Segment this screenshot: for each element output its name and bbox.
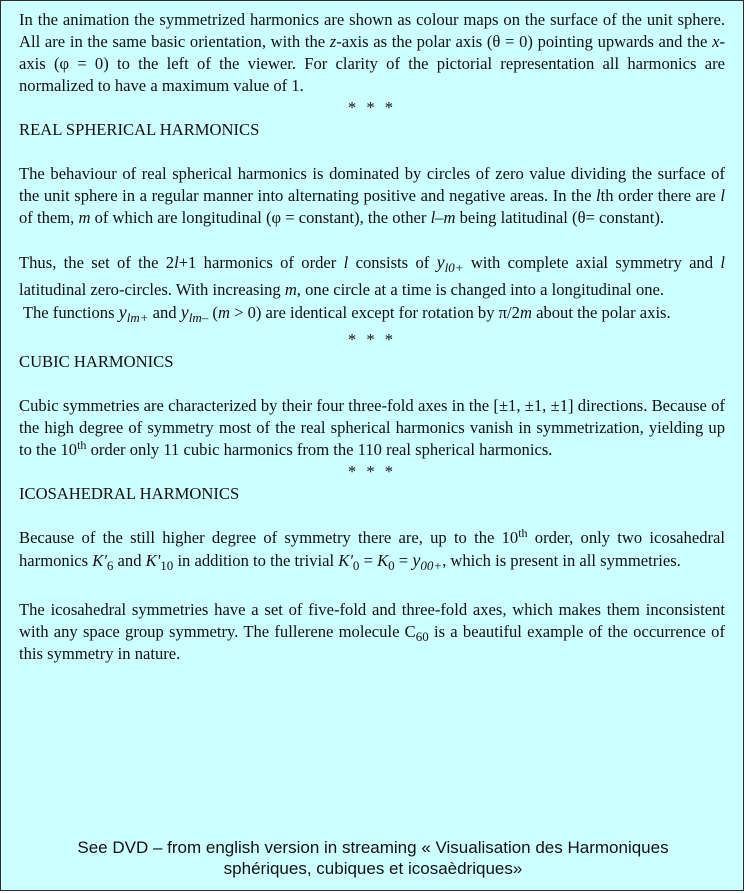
text: l — [343, 253, 349, 272]
text: consists of — [348, 253, 437, 272]
text: -axis as the polar axis (θ = 0) pointing upwards and the — [336, 32, 713, 51]
text: = — [359, 551, 378, 570]
subscript: 10 — [160, 558, 174, 573]
text: In the animation the symmetrized harmonics are shown as colour maps on the surface of the unit sphere. All are in the same basic orientation, with the — [19, 10, 725, 51]
text: l — [596, 186, 601, 205]
text: y — [118, 302, 127, 322]
text: l — [720, 186, 725, 205]
subscript: 6 — [106, 558, 114, 573]
dvd-note-line-1: See DVD – from english version in streaming « Visualisation des Harmoniques — [77, 838, 669, 857]
text: latitudinal zero-circles. With increasing — [19, 280, 285, 299]
text: m — [78, 208, 91, 227]
article-body — [19, 9, 725, 665]
section-heading-cubic: CUBIC HARMONICS — [19, 352, 174, 371]
subscript: lm+ — [126, 310, 149, 325]
superscript: th — [518, 526, 528, 540]
text: y — [436, 252, 445, 272]
text: The behaviour of real spherical harmonics is dominated by circles of zero value dividing the surface of the unit sphere in a regular manner into alternating positive and negative areas. In the — [19, 164, 725, 205]
section-heading-icosahedral: ICOSAHEDRAL HARMONICS — [19, 484, 240, 503]
superscript: th — [77, 438, 87, 452]
subscript: lm– — [188, 310, 209, 325]
text: , one circle at a time is changed into a longitudinal one. — [296, 280, 665, 299]
subscript: 0 — [388, 558, 395, 573]
y-function — [412, 550, 443, 573]
text: order, only two icosahedral harmonics — [19, 528, 725, 570]
subscript: l0+ — [444, 260, 464, 275]
dvd-note — [1, 837, 745, 879]
text: in addition to the trivial — [173, 551, 339, 570]
text: being latitudinal (θ= constant). — [455, 208, 665, 227]
text: th order there are — [600, 186, 721, 205]
text: m — [519, 303, 532, 322]
text: Cubic symmetries are characterized by their four three-fold axes in the [±1, ±1, ±1] directions. Because of the high degree of symmetry most of the real spherical harmonics vanish in symmetrization, yielding up to the 10 — [19, 396, 725, 459]
text: K — [377, 551, 389, 570]
text: z — [329, 32, 337, 51]
text: of them, — [19, 208, 79, 227]
subscript: 0 — [352, 558, 360, 573]
text: is a beautiful example of the occurrence of this symmetry in nature. — [19, 622, 725, 663]
text: K' — [145, 551, 161, 570]
intro-paragraph — [19, 9, 725, 97]
text: K' — [338, 551, 353, 570]
subscript: 60 — [415, 629, 429, 644]
text: Because of the still higher degree of symmetry there are, up to the 10 — [19, 528, 519, 547]
text: y — [180, 302, 189, 322]
text: , which is present in all symmetries. — [442, 551, 681, 570]
text: l — [174, 253, 179, 272]
text: l–m — [430, 208, 456, 227]
text: order only 11 cubic harmonics from the 110 real spherical harmonics. — [86, 440, 553, 459]
text: m — [217, 303, 230, 322]
text: y — [412, 550, 421, 570]
section-heading-real: REAL SPHERICAL HARMONICS — [19, 120, 260, 139]
text: l — [720, 253, 725, 272]
icosahedral-paragraph-2 — [19, 599, 725, 665]
y-function — [118, 302, 149, 325]
text: -axis (φ = 0) to the left of the viewer. For clarity of the pictorial representation all harmonics are normalized to have a maximum value of 1. — [19, 32, 725, 95]
text: K' — [92, 551, 107, 570]
text: m — [284, 280, 297, 299]
subscript: 00+ — [420, 558, 443, 573]
text: > 0) are identical except for rotation by π/2 — [229, 303, 520, 322]
text: +1 harmonics of order — [178, 253, 344, 272]
text: with complete axial symmetry and — [463, 253, 721, 272]
y-function — [436, 252, 464, 275]
text: ( — [208, 303, 218, 322]
y-function — [180, 302, 209, 325]
dvd-note-line-2: sphériques, cubiques et icosaèdriques» — [223, 859, 523, 878]
text: The icosahedral symmetries have a set of five-fold and three-fold axes, which makes them inconsistent with any space group symmetry. The fullerene molecule C — [19, 600, 725, 641]
separator: * * * — [347, 330, 397, 349]
icosahedral-paragraph-1 — [19, 527, 725, 577]
text: and — [113, 551, 146, 570]
separator: * * * — [347, 98, 397, 117]
separator: * * * — [347, 462, 397, 481]
text: = — [394, 551, 413, 570]
text: x — [712, 32, 720, 51]
text: Thus, the set of the 2 — [19, 253, 175, 272]
text: The functions — [19, 303, 119, 322]
real-paragraph-2 — [19, 251, 725, 329]
real-paragraph-1 — [19, 163, 725, 229]
cubic-paragraph — [19, 395, 725, 461]
text: of which are longitudinal (φ = constant), the other — [90, 208, 431, 227]
text: and — [148, 303, 181, 322]
text: about the polar axis. — [531, 303, 671, 322]
